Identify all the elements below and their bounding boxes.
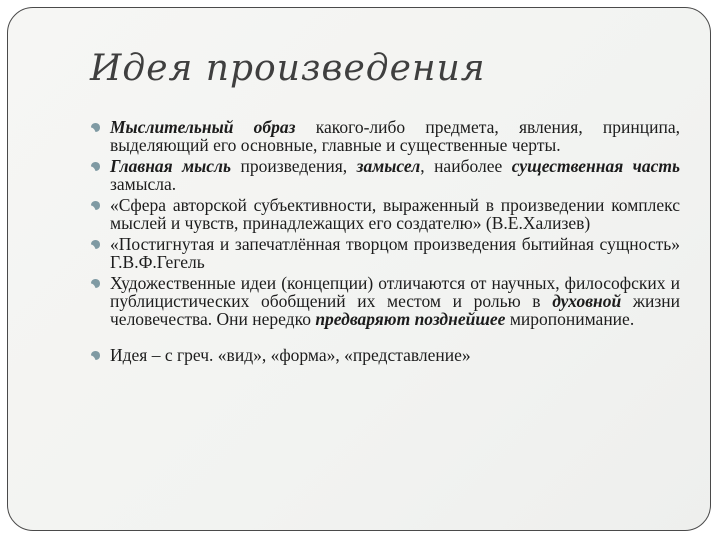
- bullet-emphasis: существенная часть: [511, 156, 680, 176]
- bullet-leaf-icon: [91, 240, 100, 249]
- bullet-item: [91, 196, 680, 232]
- slide-frame: [7, 7, 711, 531]
- bullet-emphasis: духовной: [552, 291, 622, 311]
- bullet-emphasis: предваряют позднейшее: [315, 309, 506, 329]
- bullet-emphasis: Главная мысль: [110, 156, 232, 176]
- bullet-item: [91, 346, 680, 364]
- bullet-item: [91, 157, 680, 193]
- bullet-text: какого-либо предмета, явления, принципа, выделяющий его основные, главные и существенные черты.: [110, 117, 680, 155]
- bullet-leaf-icon: [91, 351, 100, 360]
- slide-title: Идея произведения: [90, 48, 486, 89]
- bullet-list: [91, 118, 680, 367]
- bullet-text: произведения,: [231, 156, 357, 176]
- bullet-item: [91, 274, 680, 328]
- bullet-item: [91, 118, 680, 154]
- bullet-leaf-icon: [91, 162, 100, 171]
- bullet-text: Художественные идеи (концепции) отличаются от научных, философских и публицистических обобщений их местом и ролью в: [110, 273, 680, 311]
- bullet-text: «Сфера авторской субъективности, выраженный в произведении комплекс мыслей и чувств, принадлежащих его создателю» (В.Е.Хализев): [110, 195, 680, 233]
- bullet-emphasis: замысел: [356, 156, 421, 176]
- bullet-leaf-icon: [91, 279, 100, 288]
- bullet-leaf-icon: [91, 201, 100, 210]
- bullet-leaf-icon: [91, 123, 100, 132]
- bullet-text: миропонимание.: [505, 309, 635, 329]
- bullet-item: [91, 235, 680, 271]
- bullet-text: «Постигнутая и запечатлённая творцом произведения бытийная сущность» Г.В.Ф.Гегель: [110, 234, 680, 272]
- bullet-text: замысла.: [110, 174, 177, 194]
- bullet-emphasis: Мыслительный образ: [110, 117, 296, 137]
- bullet-text: жизни человечества. Они нередко: [110, 291, 680, 329]
- bullet-text: Идея – с греч. «вид», «форма», «представление»: [110, 345, 471, 365]
- bullet-text: , наиболее: [420, 156, 512, 176]
